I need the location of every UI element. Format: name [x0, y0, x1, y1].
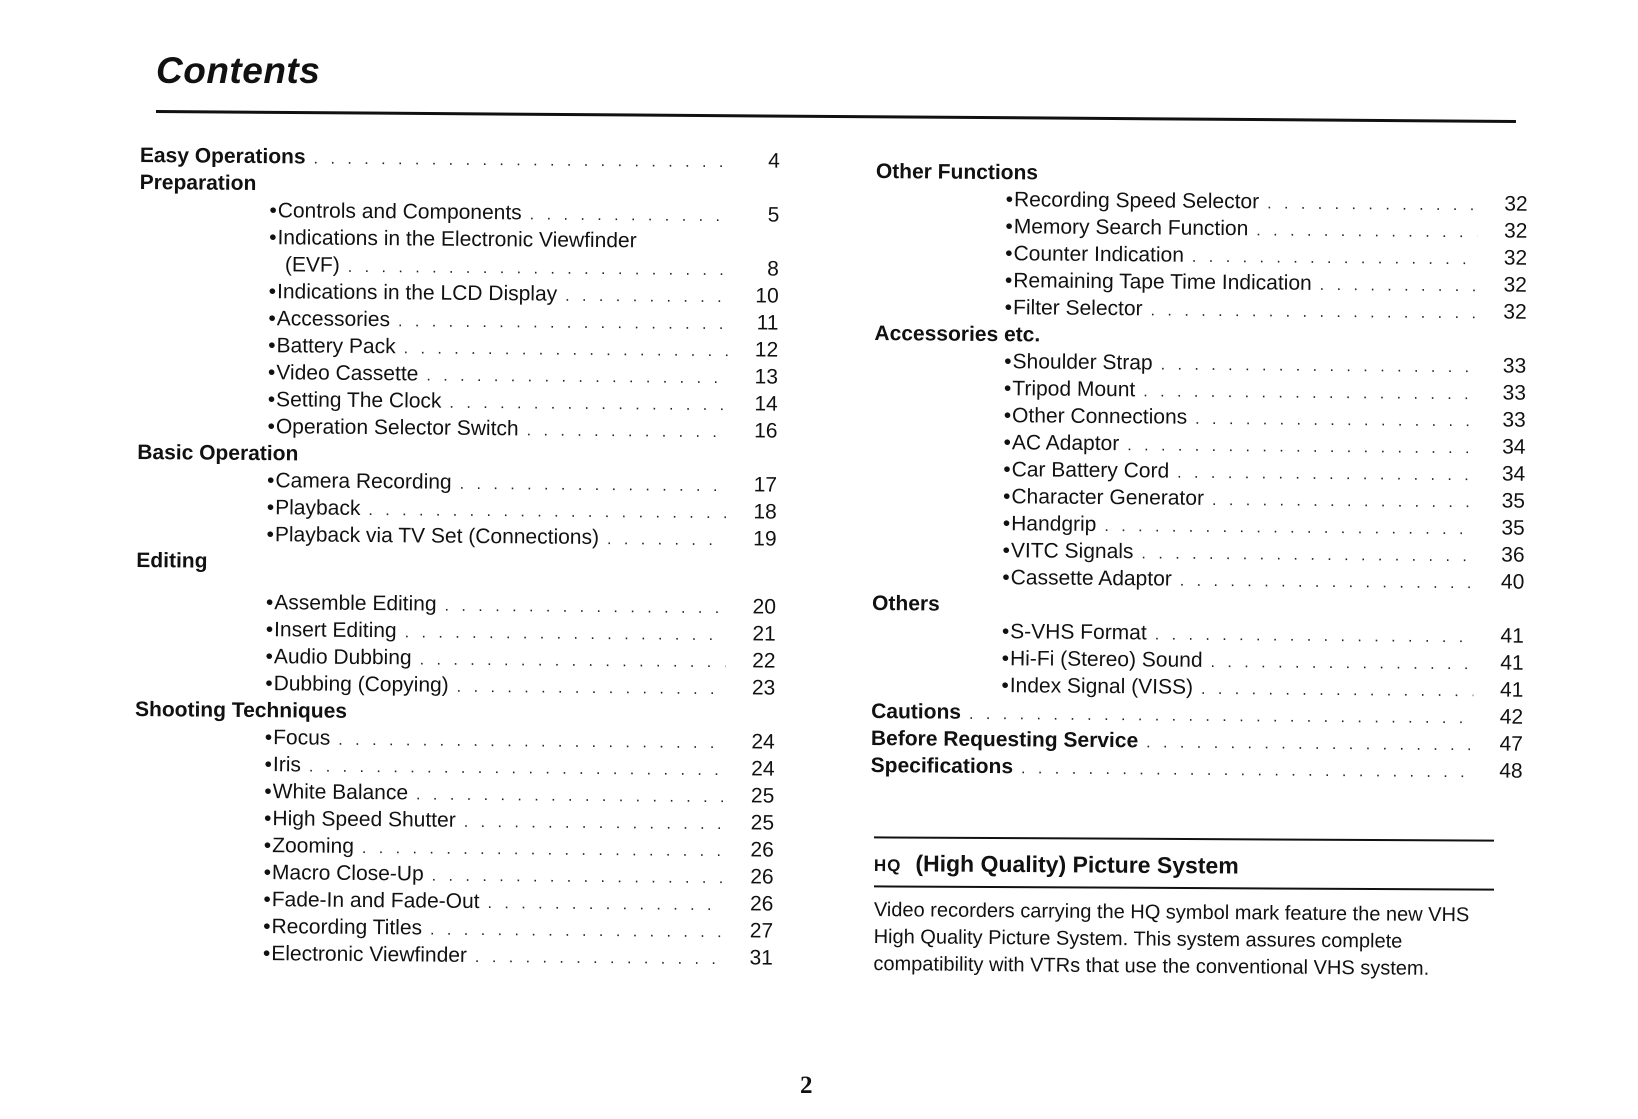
toc-right-column — [871, 158, 1528, 785]
toc-page-number: 16 — [754, 419, 778, 443]
toc-entry-label: • Filter Selector — [1005, 294, 1143, 322]
dot-leader — [1146, 729, 1473, 759]
toc-entry-label: • Cassette Adaptor — [1002, 564, 1172, 592]
dot-leader — [1141, 540, 1474, 570]
toc-page-number: 34 — [1501, 462, 1526, 486]
toc-page-number: 8 — [767, 257, 780, 281]
toc-page-number: 34 — [1502, 435, 1526, 459]
toc-entry-label: • High Speed Shutter — [264, 805, 456, 834]
dot-leader — [1177, 460, 1475, 490]
toc-entry-label: • Battery Pack — [268, 332, 396, 360]
dot-leader — [1256, 217, 1477, 246]
page-number: 2 — [800, 1072, 813, 1099]
toc-section-heading: Shooting Techniques — [134, 697, 348, 723]
toc-page-number: 42 — [1499, 705, 1524, 729]
dot-leader — [1320, 272, 1477, 300]
toc-section-heading: Basic Operation — [137, 440, 299, 466]
toc-entry-label: • Character Generator — [1003, 483, 1204, 512]
dot-leader — [1150, 297, 1476, 327]
toc-entry-label: • Counter Indication — [1005, 240, 1184, 269]
toc-page-number: 41 — [1500, 624, 1524, 648]
toc-page-number: 11 — [756, 311, 779, 335]
toc-page-number: 20 — [752, 595, 777, 619]
toc-page-number: 14 — [754, 392, 778, 416]
toc-entry-label: Before Requesting Service — [870, 726, 1139, 753]
toc-entry-label: • Index Signal (VISS) — [1001, 672, 1193, 701]
dot-leader — [460, 471, 728, 500]
toc-section-heading: Accessories etc. — [874, 321, 1041, 347]
dot-leader — [398, 308, 729, 338]
dot-leader — [527, 417, 728, 446]
toc-entry-label: • Playback — [267, 494, 361, 522]
toc-entry-label: • Audio Dubbing — [265, 643, 411, 671]
dot-leader — [430, 917, 723, 947]
toc-page-number: 18 — [753, 500, 777, 524]
toc-page-number: 24 — [751, 757, 775, 781]
dot-leader — [404, 335, 729, 365]
toc-entry-label: • VITC Signals — [1002, 537, 1133, 565]
toc-page-number: 31 — [749, 946, 774, 970]
toc-entry-label: • Macro Close-Up — [264, 859, 424, 887]
dot-leader — [444, 593, 726, 622]
dot-leader — [416, 781, 724, 811]
toc-entry-label: • Video Cassette — [268, 359, 419, 387]
toc-page-number: 40 — [1500, 570, 1525, 594]
toc-entry-label: • Zooming — [264, 832, 354, 860]
toc-entry-label: • Memory Search Function — [1005, 213, 1248, 242]
dot-leader — [1021, 755, 1473, 786]
toc-entry-label: • Car Battery Cord — [1003, 456, 1169, 484]
hq-top-rule — [874, 836, 1494, 841]
toc-page-number: 26 — [750, 838, 774, 862]
toc-section-heading: Others — [872, 591, 940, 616]
toc-page-number: 19 — [753, 527, 777, 551]
dot-leader — [420, 646, 726, 676]
dot-leader — [405, 619, 726, 649]
toc-page-number: 32 — [1503, 273, 1528, 297]
dot-leader — [607, 526, 727, 554]
dot-leader — [1180, 568, 1475, 598]
toc-page-number: 32 — [1504, 192, 1528, 216]
dot-leader — [338, 727, 725, 757]
toc-page-number: 25 — [750, 784, 775, 808]
toc-entry-label: • Other Connections — [1004, 402, 1188, 431]
dot-leader — [1127, 432, 1475, 462]
toc-section-heading: Editing — [136, 548, 208, 573]
toc-entry-label: • Tripod Mount — [1004, 375, 1136, 403]
toc-entry-label: Specifications — [870, 753, 1014, 779]
dot-leader — [1201, 676, 1474, 705]
toc-page-number: 36 — [1501, 543, 1525, 567]
toc-entry-label: • Setting The Clock — [268, 386, 442, 415]
toc-page-number: 32 — [1503, 219, 1528, 243]
toc-left-column — [133, 142, 780, 972]
toc-entry-label: Cautions — [871, 699, 962, 724]
toc-page-number: 32 — [1503, 246, 1528, 270]
toc-entry-label: • White Balance — [264, 778, 408, 806]
dot-leader — [475, 944, 723, 973]
toc-entry-label: • Handgrip — [1003, 510, 1097, 538]
dot-leader — [1267, 190, 1478, 219]
hq-bottom-rule — [874, 885, 1494, 890]
toc-entry-label: (EVF) — [284, 253, 340, 277]
toc-entry-label: • Recording Titles — [263, 913, 422, 941]
dot-leader — [1210, 649, 1473, 678]
toc-entry-label: • Playback via TV Set (Connections) — [266, 521, 599, 551]
toc-page-number: 33 — [1502, 381, 1527, 405]
hq-logo-mark: HQ — [873, 855, 902, 876]
toc-section-heading: Preparation — [139, 170, 257, 196]
toc-entry-label: • Shoulder Strap — [1004, 348, 1153, 376]
dot-leader — [487, 890, 723, 919]
toc-entry-label: • Fade-In and Fade-Out — [263, 886, 479, 915]
toc-page-number: 25 — [750, 811, 775, 835]
toc-entry-label: • Focus — [265, 724, 331, 752]
toc-entry-label: • Hi-Fi (Stereo) Sound — [1002, 645, 1203, 674]
toc-page-number: 35 — [1501, 489, 1526, 513]
toc-page-number: 5 — [767, 203, 780, 227]
dot-leader — [464, 809, 725, 838]
toc-entry-label: • Assemble Editing — [266, 589, 437, 617]
page-title: Contents — [156, 50, 321, 91]
toc-page-number: 24 — [751, 730, 775, 754]
toc-entry-label: • Indications in the LCD Display — [269, 278, 558, 308]
toc-page-number: 4 — [768, 149, 780, 173]
toc-page-number: 26 — [750, 865, 774, 889]
toc-entry-label: • Iris — [264, 751, 301, 778]
toc-entry-label: • Camera Recording — [267, 467, 452, 496]
toc-entry-label: • Accessories — [268, 305, 390, 333]
toc-entry-label: • S-VHS Format — [1002, 618, 1147, 646]
toc-page-number: 17 — [753, 473, 778, 497]
toc-section-heading: Other Functions — [875, 159, 1039, 185]
toc-entry-label: • Controls and Components — [269, 197, 522, 226]
toc-page-number: 32 — [1503, 300, 1527, 324]
hq-heading-text: (High Quality) Picture System — [915, 850, 1239, 879]
dot-leader — [1104, 513, 1475, 543]
dot-leader — [1143, 378, 1476, 408]
toc-entry-label: • AC Adaptor — [1003, 429, 1119, 457]
toc-entry-label: • Operation Selector Switch — [267, 413, 518, 442]
dot-leader — [313, 146, 729, 177]
toc-entry-label: • Indications in the Electronic Viewfinder — [269, 224, 637, 254]
toc-page-number: 41 — [1499, 678, 1524, 702]
toc-entry-label: Easy Operations — [139, 143, 306, 169]
toc-entry-label: • Electronic Viewfinder — [263, 940, 467, 969]
toc-page-number: 47 — [1499, 732, 1524, 756]
toc-page-number: 35 — [1501, 516, 1525, 540]
dot-leader — [1212, 487, 1475, 516]
hq-section — [874, 838, 1494, 978]
toc-entry-label: • Remaining Tape Time Indication — [1005, 267, 1312, 297]
title-rule — [156, 110, 1516, 123]
toc-page-number: 48 — [1499, 759, 1523, 783]
toc-page-number: 23 — [751, 676, 776, 700]
dot-leader — [457, 674, 726, 703]
toc-page-number: 27 — [749, 919, 774, 943]
dot-leader — [565, 283, 729, 311]
toc-page-number: 26 — [749, 892, 774, 916]
toc-entry-label: • Dubbing (Copying) — [265, 670, 449, 699]
toc-page-number: 33 — [1502, 354, 1527, 378]
dot-leader — [426, 363, 728, 393]
toc-page-number: 41 — [1500, 651, 1524, 675]
toc-page-number: 12 — [754, 338, 779, 362]
dot-leader — [1195, 406, 1476, 435]
toc-page-number: 21 — [752, 622, 776, 646]
dot-leader — [1161, 351, 1477, 381]
toc-page-number: 33 — [1502, 408, 1526, 432]
toc-entry-label: • Insert Editing — [266, 616, 397, 644]
toc-page-number: 13 — [754, 365, 779, 389]
toc-page-number: 10 — [755, 284, 779, 308]
toc-page-number: 22 — [752, 649, 776, 673]
toc-entry-label: • Recording Speed Selector — [1006, 186, 1260, 215]
hq-description: Video recorders carrying the HQ symbol mark feature the new VHS High Quality Picture System. This system assures complete compatibility with VTRs that use the conventional VHS system. — [873, 898, 1470, 980]
hq-heading — [874, 848, 1494, 885]
